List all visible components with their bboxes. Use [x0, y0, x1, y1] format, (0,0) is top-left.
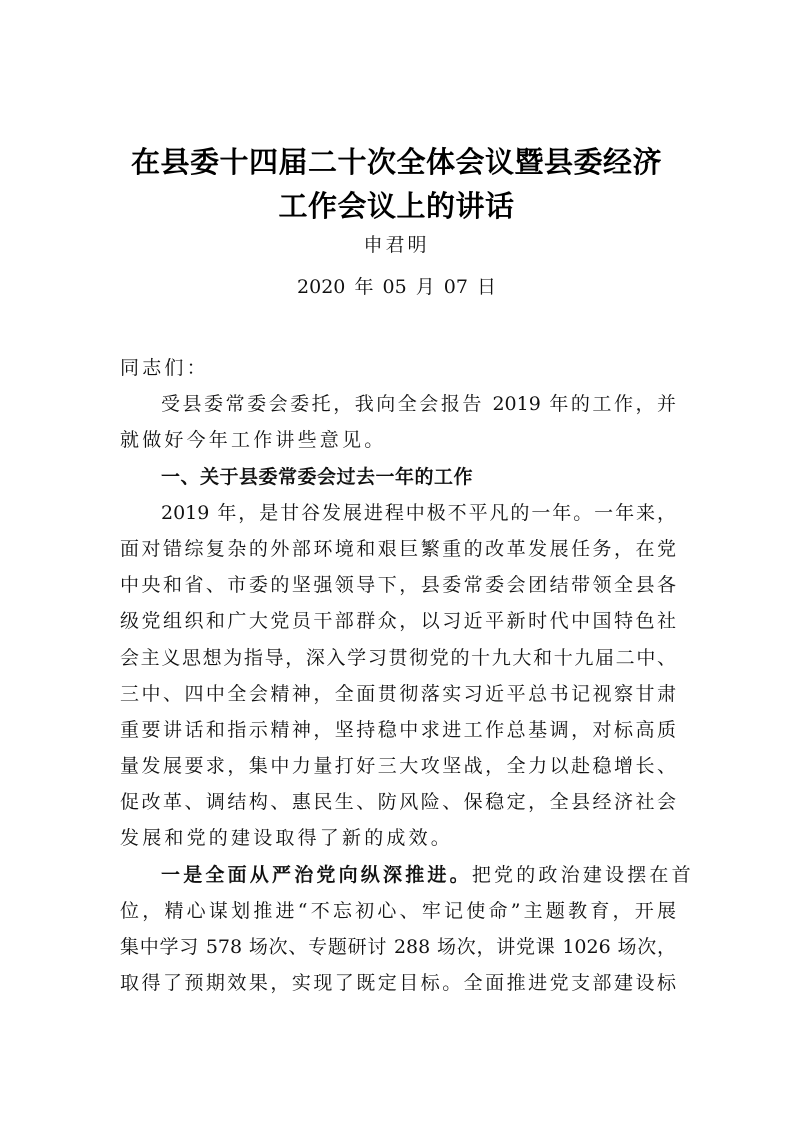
- paragraph-line: 发展和党的建设取得了新的成效。: [120, 827, 454, 850]
- paragraph-text: 把党的政治建设摆在首: [471, 863, 694, 886]
- paragraph-line: 位，精心谋划推进“不忘初心、牢记使命”主题教育，开展: [120, 899, 676, 922]
- document-title-line-1: 在县委十四届二十次全体会议暨县委经济: [130, 145, 662, 179]
- intro-line: 受县委常委会委托，我向全会报告 2019 年的工作，并: [161, 393, 676, 416]
- paragraph-line: 2019 年，是甘谷发展进程中极不平凡的一年。一年来，: [161, 501, 676, 524]
- speech-date: 2020 年 05 月 07 日: [297, 276, 496, 298]
- paragraph-line: 量发展要求，集中力量打好三大攻坚战，全力以赴稳增长、: [120, 755, 676, 778]
- paragraph-line: 促改革、调结构、惠民生、防风险、保稳定，全县经济社会: [120, 791, 676, 814]
- author-name: 申君明: [363, 234, 430, 256]
- paragraph-line: 会主义思想为指导，深入学习贯彻党的十九大和十九届二中、: [120, 646, 676, 669]
- paragraph-line: 重要讲话和指示精神，坚持稳中求进工作总基调，对标高质: [120, 718, 676, 741]
- document-title-line-2: 工作会议上的讲话: [278, 189, 515, 223]
- document-body: [120, 350, 694, 1001]
- paragraph-line: 级党组织和广大党员干部群众，以习近平新时代中国特色社: [120, 610, 676, 633]
- paragraph-lead: 一是全面从严治党向纵深推进。: [161, 863, 472, 886]
- paragraph-line: [120, 857, 694, 893]
- paragraph-line: 集中学习 578 场次、专题研讨 288 场次，讲党课 1026 场次，: [120, 936, 676, 958]
- intro-line: 就做好今年工作讲些意见。: [120, 429, 387, 452]
- section-heading: 一、关于县委常委会过去一年的工作: [161, 465, 474, 488]
- paragraph-line: 三中、四中全会精神，全面贯彻落实习近平总书记视察甘肃: [120, 682, 676, 705]
- paragraph-line: 取得了预期效果，实现了既定目标。全面推进党支部建设标: [120, 972, 676, 995]
- paragraph-line: 面对错综复杂的外部环境和艰巨繁重的改革发展任务，在党: [120, 537, 676, 560]
- paragraph-line: 中央和省、市委的坚强领导下，县委常委会团结带领全县各: [120, 574, 676, 597]
- salutation: 同志们：: [120, 357, 209, 379]
